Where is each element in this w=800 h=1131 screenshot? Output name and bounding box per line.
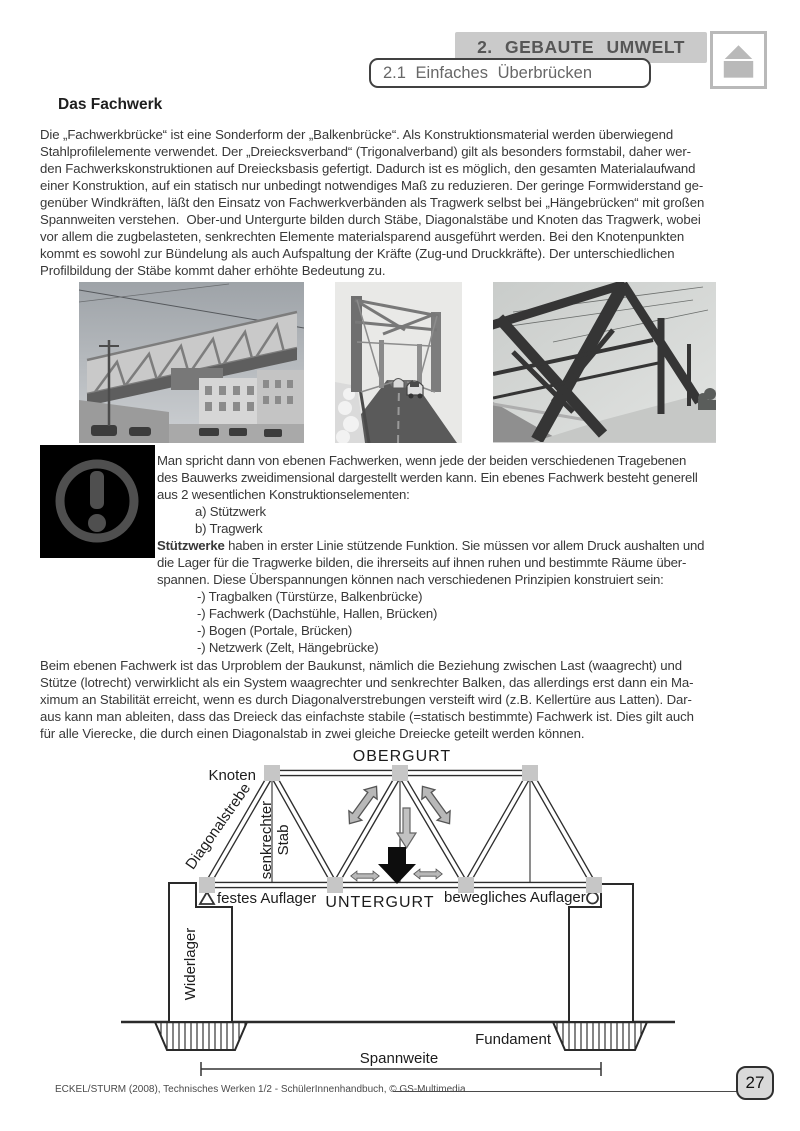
text-line: Stahlprofilelemente verwendet. Der „Dreiecksverband“ (Trigonalverband) gilt als besonders formstabil, daher wer-	[40, 144, 691, 159]
bold-term: Stützwerke	[157, 538, 225, 553]
footer-rule	[393, 1091, 737, 1092]
home-icon	[713, 73, 764, 90]
page-title: Das Fachwerk	[58, 96, 163, 113]
text-line: Die „Fachwerkbrücke“ ist eine Sonderform der „Balkenbrücke“. Als Konstruktionsmaterial werden überwiegend	[40, 127, 674, 142]
bridge-photo-portal-view	[335, 282, 462, 443]
text-line: spannen. Diese Überspannungen können nach verschiedenen Prinzipien konstruiert sein:	[157, 572, 664, 587]
bridge-photo-steel-detail	[493, 282, 716, 443]
intro-paragraph	[40, 126, 704, 279]
text-line: Man spricht dann von ebenen Fachwerken, wenn jede der beiden verschiedenen Tragebenen	[157, 453, 687, 468]
load-arrow	[378, 847, 416, 884]
text-line: Spannweiten verstehen. Ober-und Untergurte bilden durch Stäbe, Diagonalstäbe und Knoten das Tragwerk, wobei	[40, 212, 701, 227]
home-button[interactable]	[710, 31, 767, 89]
label-knoten: Knoten	[208, 767, 256, 784]
roller-bearing-symbol	[587, 893, 598, 904]
text-line: den Fachwerkskonstruktionen auf Dreiecksbasis gefertigt. Dadurch ist es möglich, den gesamten Materialaufwand	[40, 161, 696, 176]
chapter-heading: 2. GEBAUTE UMWELT	[455, 32, 707, 63]
exclamation-warning-icon	[40, 445, 155, 558]
text-line: vor allem die zugbelasteten, senkrechten Elemente materialsparend ausgeführt werden. Bei den Knotenpunkten	[40, 229, 685, 244]
text-line: genüber Windkräften, läßt den Einsatz von Fachwerkverbänden als Tragwerk selbst bei „Hängebrücken“ mit großen	[40, 195, 705, 210]
bold-term-rest: haben in erster Linie stützende Funktion. Sie müssen vor allem Druck aushalten und	[224, 538, 705, 553]
text-line: Beim ebenen Fachwerk ist das Urproblem der Baukunst, nämlich die Beziehung zwischen Last (waagrecht) und	[40, 658, 682, 673]
label-spannweite: Spannweite	[359, 1050, 439, 1067]
text-line: aus kann man ableiten, dass das Dreieck das einfachste stabile (=statisch bestimmte) Fachwerk ist. Dies gilt auch	[40, 709, 694, 724]
body-paragraph	[40, 657, 694, 742]
text-line: für alle Vierecke, die durch einen Diagonalstab in zwei gleiche Dreiecke geteilt werden können.	[40, 726, 585, 741]
text-line: einer Konstruktion, auf ein statisch nur unbedingt notwendiges Maß zu reduzieren. Der geringe Formwiderstand ge-	[40, 178, 704, 193]
label-diagonalstrebe: Diagonalstrebe	[182, 780, 255, 873]
construction-elements-list	[195, 503, 704, 537]
fixed-bearing-symbol	[200, 892, 214, 904]
label-bewegliches-auflager: bewegliches Auflager	[444, 889, 586, 906]
footer-credit: ECKEL/STURM (2008), Technisches Werken 1/2 - SchülerInnenhandbuch, © GS-Multimedia	[55, 1084, 466, 1095]
note-cont-lines	[157, 554, 704, 588]
section-heading: 2.1 Einfaches Überbrücken	[369, 58, 651, 88]
label-obergurt: OBERGURT	[352, 748, 452, 765]
label-untergurt: UNTERGURT	[325, 894, 435, 911]
label-festes-auflager: festes Auflager	[217, 890, 317, 907]
text-line: a) Stützwerk	[195, 504, 266, 519]
label-senkrechter: senkrechter	[258, 800, 275, 880]
text-line: ximum an Stabilität erreicht, wenn es durch Diagonalverstrebungen versteift wird (z.B. Kellertüre aus Latten). Dar-	[40, 692, 692, 707]
label-stab: Stab	[275, 824, 292, 856]
note-paragraph	[157, 452, 704, 656]
label-widerlager: Widerlager	[182, 927, 199, 1001]
text-line: b) Tragwerk	[195, 521, 263, 536]
text-line: -) Tragbalken (Türstürze, Balkenbrücke)	[197, 589, 423, 604]
text-line: die Lager für die Tragwerke bilden, die ihrerseits auf ihnen ruhen und bestimmte Räume über-	[157, 555, 687, 570]
text-line: -) Fachwerk (Dachstühle, Hallen, Brücken)	[197, 606, 438, 621]
text-line: Stütze (lotrecht) verwirklicht als ein System waagrechter und senkrechter Balken, das allerdings erst dann ein Ma-	[40, 675, 694, 690]
page-number-badge: 27	[736, 1066, 774, 1100]
text-line: Profilbildung der Stäbe kommt daher erhöhte Bedeutung zu.	[40, 263, 386, 278]
text-line: kommt es sowohl zur Bündelung als auch Aufspaltung der Kräfte (Zug-und Druckkräfte). Der unterschiedlichen	[40, 246, 675, 261]
foundation-right	[553, 1022, 647, 1050]
text-line: des Bauwerks zweidimensional dargestellt werden kann. Ein ebenes Fachwerk besteht generell	[157, 470, 698, 485]
label-fundament: Fundament	[475, 1031, 551, 1048]
principles-list	[197, 588, 704, 656]
bridge-photo-side-view	[79, 282, 304, 443]
note-intro-lines	[157, 452, 704, 503]
stuetzwerke-line	[157, 537, 704, 554]
text-line: aus 2 wesentlichen Konstruktionselementen:	[157, 487, 410, 502]
truss-diagram	[110, 743, 690, 1078]
foundation-left	[155, 1022, 247, 1050]
text-line: -) Netzwerk (Zelt, Hängebrücke)	[197, 640, 379, 655]
text-line: -) Bogen (Portale, Brücken)	[197, 623, 353, 638]
